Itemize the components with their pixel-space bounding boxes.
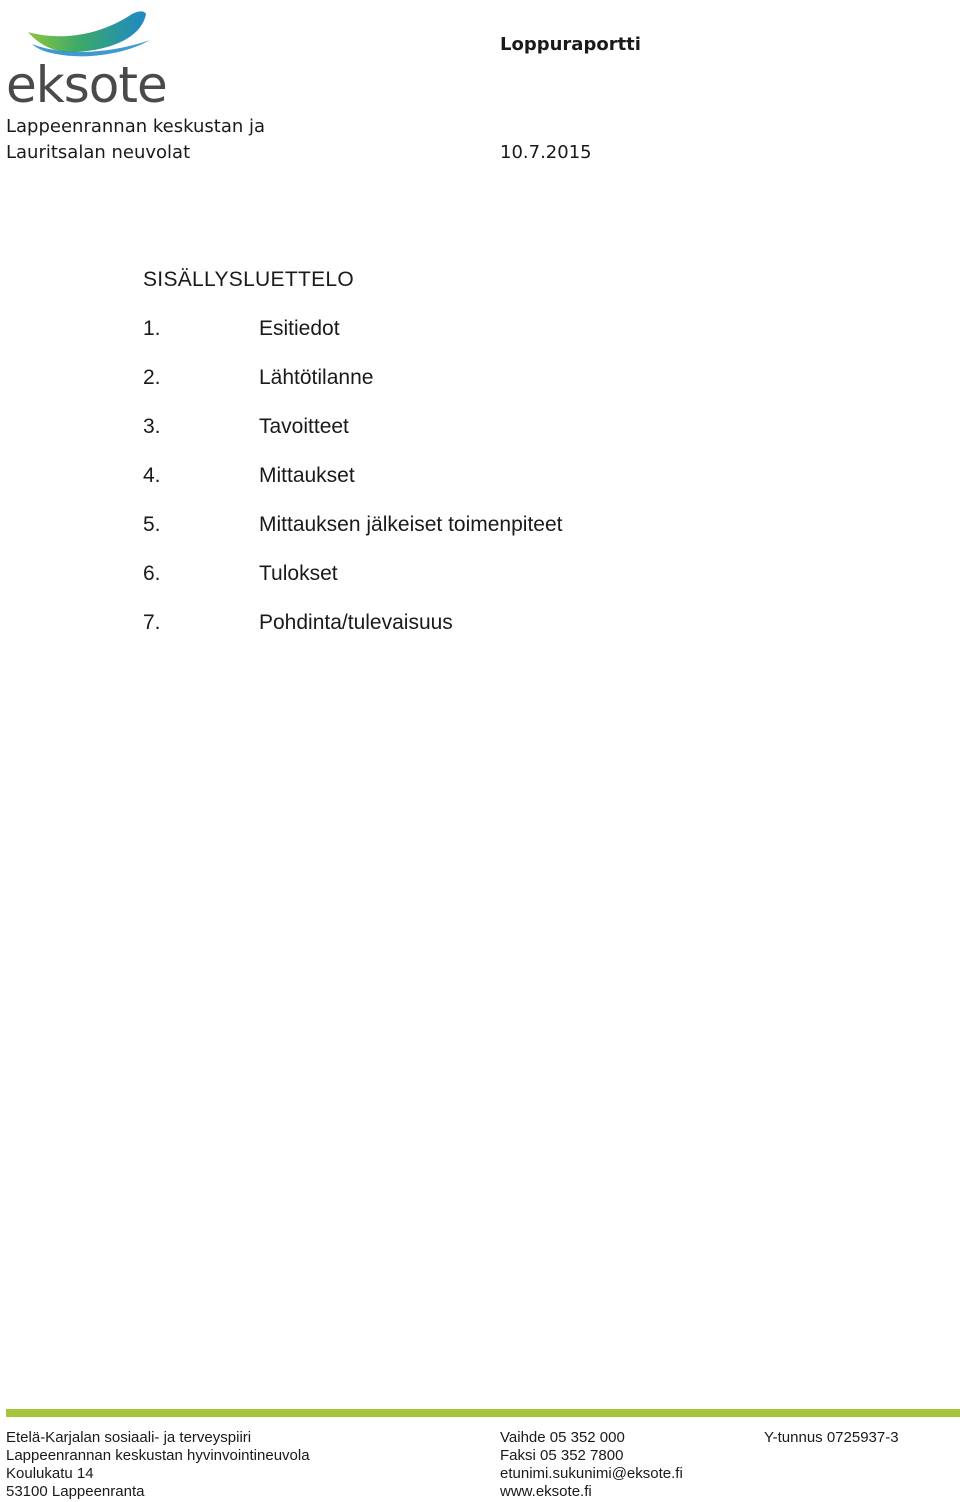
toc-item	[143, 316, 743, 365]
footer-line: Etelä-Karjalan sosiaali- ja terveyspiiri	[6, 1429, 252, 1446]
toc-item	[143, 365, 743, 414]
toc-item-text: Mittauksen jälkeiset toimenpiteet	[259, 513, 563, 536]
toc-item-text: Lähtötilanne	[259, 366, 374, 389]
footer-line: 53100 Lappeenranta	[6, 1483, 145, 1500]
toc-item	[143, 414, 743, 463]
logo-wordmark: eksote	[6, 56, 167, 114]
footer-phone: Vaihde 05 352 000	[500, 1429, 625, 1446]
footer-business-id	[764, 1429, 899, 1447]
toc-item-text: Tulokset	[259, 562, 338, 585]
toc-item-number: 5.	[143, 513, 161, 536]
toc-heading: SISÄLLYSLUETTELO	[143, 268, 354, 291]
footer-website: www.eksote.fi	[500, 1483, 592, 1500]
footer-divider	[6, 1409, 960, 1417]
org-line-1: Lappeenrannan keskustan ja	[6, 116, 266, 137]
footer-address	[6, 1429, 310, 1501]
table-of-contents	[143, 316, 743, 659]
toc-item-text: Esitiedot	[259, 317, 340, 340]
toc-item-text: Tavoitteet	[259, 415, 349, 438]
toc-item-text: Mittaukset	[259, 464, 355, 487]
toc-item-number: 3.	[143, 415, 161, 438]
toc-item-number: 2.	[143, 366, 161, 389]
org-line-2: Lauritsalan neuvolat	[6, 142, 191, 163]
toc-item-number: 4.	[143, 464, 161, 487]
toc-item-number: 1.	[143, 317, 161, 340]
footer-fax: Faksi 05 352 7800	[500, 1447, 624, 1464]
document-date: 10.7.2015	[500, 142, 592, 163]
footer-line: Koulukatu 14	[6, 1465, 94, 1482]
document-title: Loppuraportti	[500, 34, 641, 55]
toc-item	[143, 610, 743, 659]
toc-item	[143, 561, 743, 610]
toc-item-text: Pohdinta/tulevaisuus	[259, 611, 453, 634]
toc-item	[143, 463, 743, 512]
footer-line: Lappeenrannan keskustan hyvinvointineuvola	[6, 1447, 310, 1464]
eksote-logo	[6, 10, 167, 114]
footer-contact	[500, 1429, 683, 1501]
organization-name	[6, 114, 265, 166]
footer-email: etunimi.sukunimi@eksote.fi	[500, 1465, 683, 1482]
toc-item-number: 6.	[143, 562, 161, 585]
toc-item	[143, 512, 743, 561]
eksote-swoosh-icon	[26, 10, 156, 58]
footer-line: Y-tunnus 0725937-3	[764, 1429, 899, 1446]
toc-item-number: 7.	[143, 611, 161, 634]
